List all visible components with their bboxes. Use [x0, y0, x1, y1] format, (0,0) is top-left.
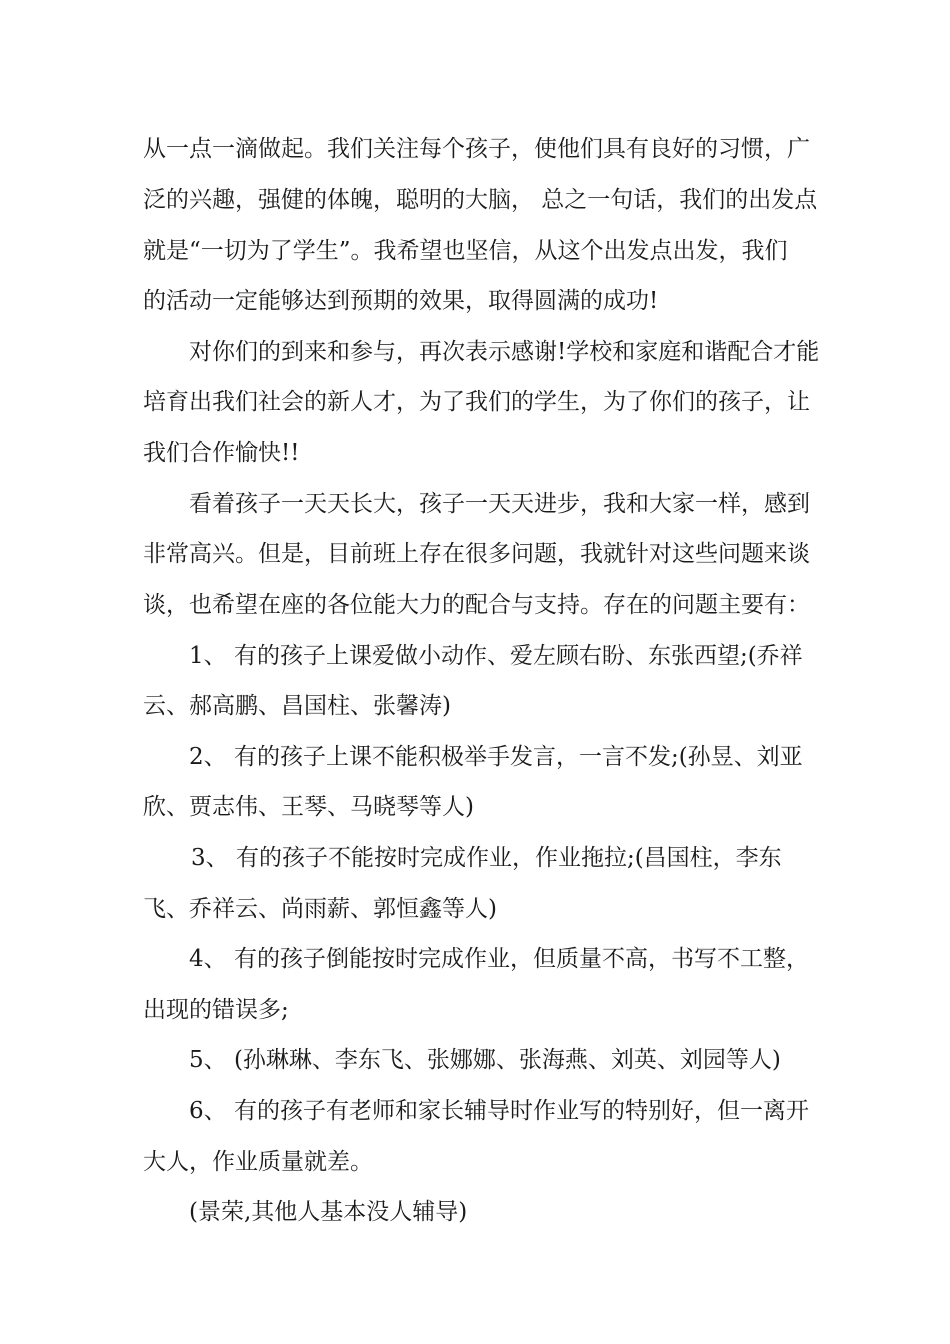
list-item: 5、 (孙琳琳、李东飞、张娜娜、张海燕、刘英、刘园等人)	[189, 1047, 781, 1073]
list-item: 4、 有的孩子倒能按时完成作业，但质量不高，书写不工整，	[189, 946, 809, 972]
text-line: 飞、乔祥云、尚雨薪、郭恒鑫等人)	[143, 896, 497, 922]
text-line: 的活动一定能够达到预期的效果，取得圆满的成功!	[143, 288, 659, 314]
text-line: 就是“一切为了学生”。我希望也坚信，从这个出发点出发，我们	[143, 238, 788, 264]
text-line: 从一点一滴做起。我们关注每个孩子，使他们具有良好的习惯，广	[143, 136, 810, 162]
text-line: 大人，作业质量就差。	[143, 1149, 373, 1175]
text-line: 泛的兴趣，强健的体魄，聪明的大脑， 总之一句话，我们的出发点	[143, 187, 818, 213]
text-line: 培育出我们社会的新人才，为了我们的学生，为了你们的孩子，让	[143, 389, 810, 415]
list-item: 1、 有的孩子上课爱做小动作、爱左顾右盼、东张西望;(乔祥	[189, 643, 803, 669]
list-item: 2、 有的孩子上课不能积极举手发言，一言不发;(孙昱、刘亚	[189, 744, 803, 770]
text-line: 出现的错误多;	[143, 997, 289, 1023]
list-item: 6、 有的孩子有老师和家长辅导时作业写的特别好，但一离开	[189, 1098, 809, 1124]
text-line: 欣、贾志伟、王琴、马晓琴等人)	[143, 794, 474, 820]
text-line: (景荣,其他人基本没人辅导)	[189, 1199, 468, 1225]
text-line: 谈，也希望在座的各位能大力的配合与支持。存在的问题主要有：	[143, 592, 810, 618]
text-line: 对你们的到来和参与，再次表示感谢!学校和家庭和谐配合才能	[189, 339, 820, 365]
text-line: 看着孩子一天天长大，孩子一天天进步，我和大家一样，感到	[189, 491, 810, 517]
list-item: 3、 有的孩子不能按时完成作业，作业拖拉;(昌国柱，李东	[191, 845, 782, 871]
text-line: 我们合作愉快!!	[143, 440, 300, 466]
text-line: 非常高兴。但是，目前班上存在很多问题，我就针对这些问题来谈	[143, 541, 810, 567]
text-line: 云、郝高鹏、昌国柱、张馨涛)	[143, 693, 451, 719]
